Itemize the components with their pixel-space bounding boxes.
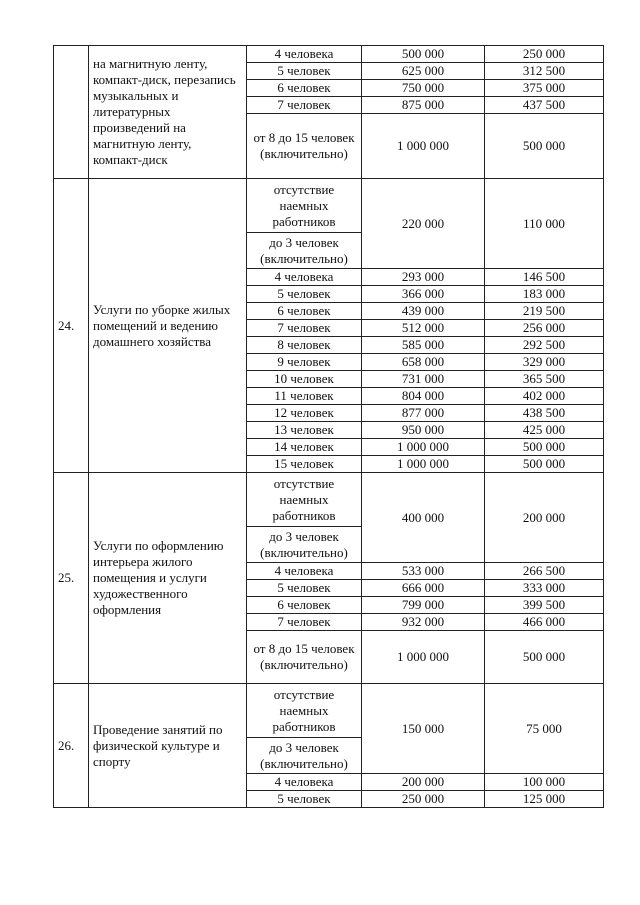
employee-count: 4 человека bbox=[247, 46, 362, 63]
amount-half: 312 500 bbox=[485, 63, 604, 80]
employee-count: 4 человека bbox=[247, 269, 362, 286]
employee-count: 13 человек bbox=[247, 422, 362, 439]
amount-value: 877 000 bbox=[362, 405, 485, 422]
amount-value: 250 000 bbox=[362, 791, 485, 808]
amount-value: 750 000 bbox=[362, 80, 485, 97]
amount-half: 500 000 bbox=[485, 439, 604, 456]
employee-count: отсутствие наемных работников bbox=[247, 179, 362, 233]
amount-value: 875 000 bbox=[362, 97, 485, 114]
amount-value: 533 000 bbox=[362, 563, 485, 580]
employee-count: от 8 до 15 человек (включительно) bbox=[247, 631, 362, 684]
employee-count: от 8 до 15 человек (включительно) bbox=[247, 114, 362, 179]
amount-value: 512 000 bbox=[362, 320, 485, 337]
row-number: 25. bbox=[54, 473, 89, 684]
employee-count: до 3 человек (включительно) bbox=[247, 527, 362, 563]
amount-half: 333 000 bbox=[485, 580, 604, 597]
amount-half: 500 000 bbox=[485, 456, 604, 473]
amount-value: 500 000 bbox=[362, 46, 485, 63]
employee-count: 6 человек bbox=[247, 303, 362, 320]
amount-half: 125 000 bbox=[485, 791, 604, 808]
amount-half: 200 000 bbox=[485, 473, 604, 563]
amount-value: 950 000 bbox=[362, 422, 485, 439]
amount-half: 292 500 bbox=[485, 337, 604, 354]
employee-count: 7 человек bbox=[247, 97, 362, 114]
employee-count: отсутствие наемных работников bbox=[247, 473, 362, 527]
amount-value: 666 000 bbox=[362, 580, 485, 597]
amount-half: 500 000 bbox=[485, 114, 604, 179]
amount-value: 1 000 000 bbox=[362, 631, 485, 684]
employee-count: 5 человек bbox=[247, 286, 362, 303]
employee-count: 9 человек bbox=[247, 354, 362, 371]
service-name: на магнитную ленту, компакт-диск, перезапись музыкальных и литературных произведений на магнитную ленту, компакт-диск bbox=[89, 46, 247, 179]
amount-half: 375 000 bbox=[485, 80, 604, 97]
amount-half: 500 000 bbox=[485, 631, 604, 684]
amount-value: 150 000 bbox=[362, 684, 485, 774]
employee-count: 4 человека bbox=[247, 563, 362, 580]
amount-half: 256 000 bbox=[485, 320, 604, 337]
employee-count: 10 человек bbox=[247, 371, 362, 388]
table-row bbox=[54, 684, 604, 738]
service-name: Проведение занятий по физической культуре и спорту bbox=[89, 684, 247, 808]
amount-half: 100 000 bbox=[485, 774, 604, 791]
amount-value: 932 000 bbox=[362, 614, 485, 631]
amount-value: 625 000 bbox=[362, 63, 485, 80]
tariff-table bbox=[53, 45, 604, 808]
amount-value: 400 000 bbox=[362, 473, 485, 563]
amount-value: 439 000 bbox=[362, 303, 485, 320]
employee-count: 6 человек bbox=[247, 597, 362, 614]
amount-value: 585 000 bbox=[362, 337, 485, 354]
employee-count: 12 человек bbox=[247, 405, 362, 422]
amount-half: 219 500 bbox=[485, 303, 604, 320]
employee-count: отсутствие наемных работников bbox=[247, 684, 362, 738]
amount-half: 75 000 bbox=[485, 684, 604, 774]
amount-value: 658 000 bbox=[362, 354, 485, 371]
service-name: Услуги по оформлению интерьера жилого помещения и услуги художественного оформления bbox=[89, 473, 247, 684]
employee-count: 15 человек bbox=[247, 456, 362, 473]
amount-value: 731 000 bbox=[362, 371, 485, 388]
amount-half: 250 000 bbox=[485, 46, 604, 63]
employee-count: 7 человек bbox=[247, 614, 362, 631]
amount-value: 220 000 bbox=[362, 179, 485, 269]
employee-count: 5 человек bbox=[247, 580, 362, 597]
amount-half: 183 000 bbox=[485, 286, 604, 303]
amount-value: 293 000 bbox=[362, 269, 485, 286]
amount-half: 146 500 bbox=[485, 269, 604, 286]
amount-value: 200 000 bbox=[362, 774, 485, 791]
amount-half: 402 000 bbox=[485, 388, 604, 405]
amount-value: 1 000 000 bbox=[362, 456, 485, 473]
amount-value: 1 000 000 bbox=[362, 114, 485, 179]
employee-count: 5 человек bbox=[247, 791, 362, 808]
employee-count: 6 человек bbox=[247, 80, 362, 97]
employee-count: 7 человек bbox=[247, 320, 362, 337]
amount-half: 438 500 bbox=[485, 405, 604, 422]
amount-half: 329 000 bbox=[485, 354, 604, 371]
amount-half: 399 500 bbox=[485, 597, 604, 614]
amount-half: 110 000 bbox=[485, 179, 604, 269]
amount-half: 437 500 bbox=[485, 97, 604, 114]
service-name: Услуги по уборке жилых помещений и ведению домашнего хозяйства bbox=[89, 179, 247, 473]
employee-count: 5 человек bbox=[247, 63, 362, 80]
table-row bbox=[54, 179, 604, 233]
employee-count: 11 человек bbox=[247, 388, 362, 405]
amount-half: 425 000 bbox=[485, 422, 604, 439]
employee-count: 8 человек bbox=[247, 337, 362, 354]
row-number bbox=[54, 46, 89, 179]
amount-value: 804 000 bbox=[362, 388, 485, 405]
employee-count: до 3 человек (включительно) bbox=[247, 233, 362, 269]
table-row bbox=[54, 46, 604, 63]
amount-half: 466 000 bbox=[485, 614, 604, 631]
amount-value: 799 000 bbox=[362, 597, 485, 614]
employee-count: до 3 человек (включительно) bbox=[247, 738, 362, 774]
row-number: 24. bbox=[54, 179, 89, 473]
amount-value: 366 000 bbox=[362, 286, 485, 303]
employee-count: 14 человек bbox=[247, 439, 362, 456]
table-row bbox=[54, 473, 604, 527]
amount-value: 1 000 000 bbox=[362, 439, 485, 456]
row-number: 26. bbox=[54, 684, 89, 808]
amount-half: 365 500 bbox=[485, 371, 604, 388]
amount-half: 266 500 bbox=[485, 563, 604, 580]
employee-count: 4 человека bbox=[247, 774, 362, 791]
